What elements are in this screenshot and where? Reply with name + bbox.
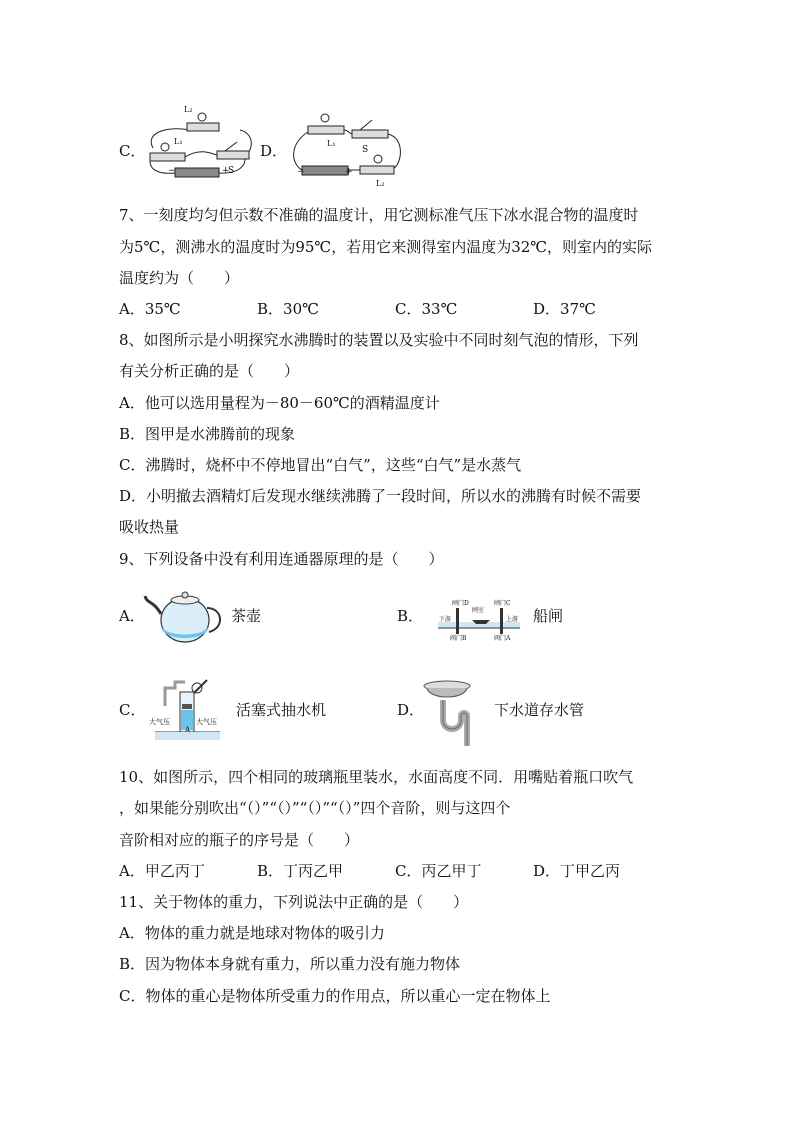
- q7-option-c: C．33℃: [395, 300, 458, 318]
- q8-option-b: B．图甲是水沸腾前的现象: [119, 425, 296, 443]
- q6d-l2-label: L₂: [376, 179, 385, 188]
- q6d-s-label: S: [362, 145, 369, 155]
- q6d-l1-label: L₁: [327, 139, 336, 148]
- q8-option-d-line2: 吸收热量: [119, 518, 180, 536]
- q6c-minus-label: −: [168, 166, 176, 176]
- q7-options: [119, 299, 679, 319]
- q7-option-b: B．30℃: [257, 300, 319, 318]
- q7-option-d: D．37℃: [533, 300, 596, 318]
- q6c-plus-label: +: [222, 166, 230, 176]
- q6d-plus-label: +: [345, 167, 353, 177]
- q8-option-c: C．沸腾时，烧杯中不停地冒出“白气”，这些“白气”是水蒸气: [119, 456, 522, 474]
- lock-chamber-label: 闸室: [472, 607, 485, 614]
- q10-stem-line1: 10、如图所示，四个相同的玻璃瓶里装水，水面高度不同．用嘴贴着瓶口吹气: [119, 768, 634, 786]
- q9-option-c-text: 活塞式抽水机: [236, 701, 327, 719]
- q10-option-a: A．甲乙丙丁: [119, 862, 205, 880]
- q6c-s-label: S: [228, 166, 235, 176]
- pump-left-pressure-label: 大气压: [149, 718, 170, 726]
- q6-option-c-label: C．: [119, 142, 146, 160]
- q9-stem: 9、下列设备中没有利用连通器原理的是（ ）: [119, 550, 444, 568]
- lock-valve-b-label: 阀门B: [450, 635, 467, 642]
- q9-option-b-label: B．: [397, 607, 424, 625]
- q11-option-a: A．物体的重力就是地球对物体的吸引力: [119, 924, 385, 942]
- lock-gate-d-label: 闸门D: [452, 600, 469, 607]
- q7-stem-line1: 7、一刻度均匀但示数不准确的温度计，用它测标准气压下冰水混合物的温度时: [119, 206, 639, 224]
- q8-stem-line2: 有关分析正确的是（ ）: [119, 362, 300, 380]
- q9-option-a-text: 茶壶: [231, 607, 262, 625]
- q9-option-d-label: D．: [397, 701, 425, 719]
- sink-trap-diagram: [423, 680, 475, 748]
- q10-option-c: C．丙乙甲丁: [395, 862, 482, 880]
- q7-option-a: A．35℃: [119, 300, 181, 318]
- q9-option-d-text: 下水道存水管: [494, 701, 585, 719]
- lock-valve-a-label: 阀门A: [494, 635, 511, 642]
- lock-upper-label: 上游: [506, 616, 519, 623]
- q8-option-a: A．他可以选用量程为－80－60℃的酒精温度计: [119, 394, 440, 412]
- q9-option-c-label: C．: [119, 701, 146, 719]
- q11-stem: 11、关于物体的重力，下列说法中正确的是（ ）: [119, 893, 469, 911]
- q8-option-d-line1: D．小明撤去酒精灯后发现水继续沸腾了一段时间，所以水的沸腾有时候不需要: [119, 487, 642, 505]
- q6-circuit-diagram-c: [145, 105, 255, 183]
- q6c-l2-label: L₂: [184, 105, 193, 114]
- q8-stem-line1: 8、如图所示是小明探究水沸腾时的装置以及实验中不同时刻气泡的情形，下列: [119, 331, 639, 349]
- q9-option-a-label: A．: [119, 607, 145, 625]
- pump-a-label: A: [185, 726, 191, 734]
- q9-option-b-text: 船闸: [533, 607, 564, 625]
- q10-options: [119, 861, 679, 881]
- q6-option-d-label: D．: [260, 142, 288, 160]
- lock-gate-c-label: 闸门C: [494, 600, 511, 607]
- q11-option-b: B．因为物体本身就有重力，所以重力没有施力物体: [119, 955, 461, 973]
- q10-stem-line3: 音阶相对应的瓶子的序号是（ ）: [119, 831, 360, 849]
- q10-option-d: D．丁甲乙丙: [533, 862, 621, 880]
- q7-stem-line2: 为5℃，测沸水的温度时为95℃，若用它来测得室内温度为32℃，则室内的实际: [119, 238, 653, 256]
- q6d-minus-label: −: [297, 167, 305, 177]
- q6c-l1-label: L₁: [174, 137, 183, 146]
- pump-right-pressure-label: 大气压: [196, 718, 217, 726]
- q10-option-b: B．丁丙乙甲: [257, 862, 344, 880]
- q10-stem-line2: ，如果能分别吹出“（）”“（）”“（）”“（）”四个音阶，则与这四个: [119, 799, 511, 817]
- teapot-icon: [143, 586, 225, 646]
- lock-lower-label: 下游: [439, 616, 452, 623]
- q7-stem-line3: 温度约为（ ）: [119, 269, 240, 287]
- q11-option-c: C．物体的重心是物体所受重力的作用点，所以重心一定在物体上: [119, 987, 551, 1005]
